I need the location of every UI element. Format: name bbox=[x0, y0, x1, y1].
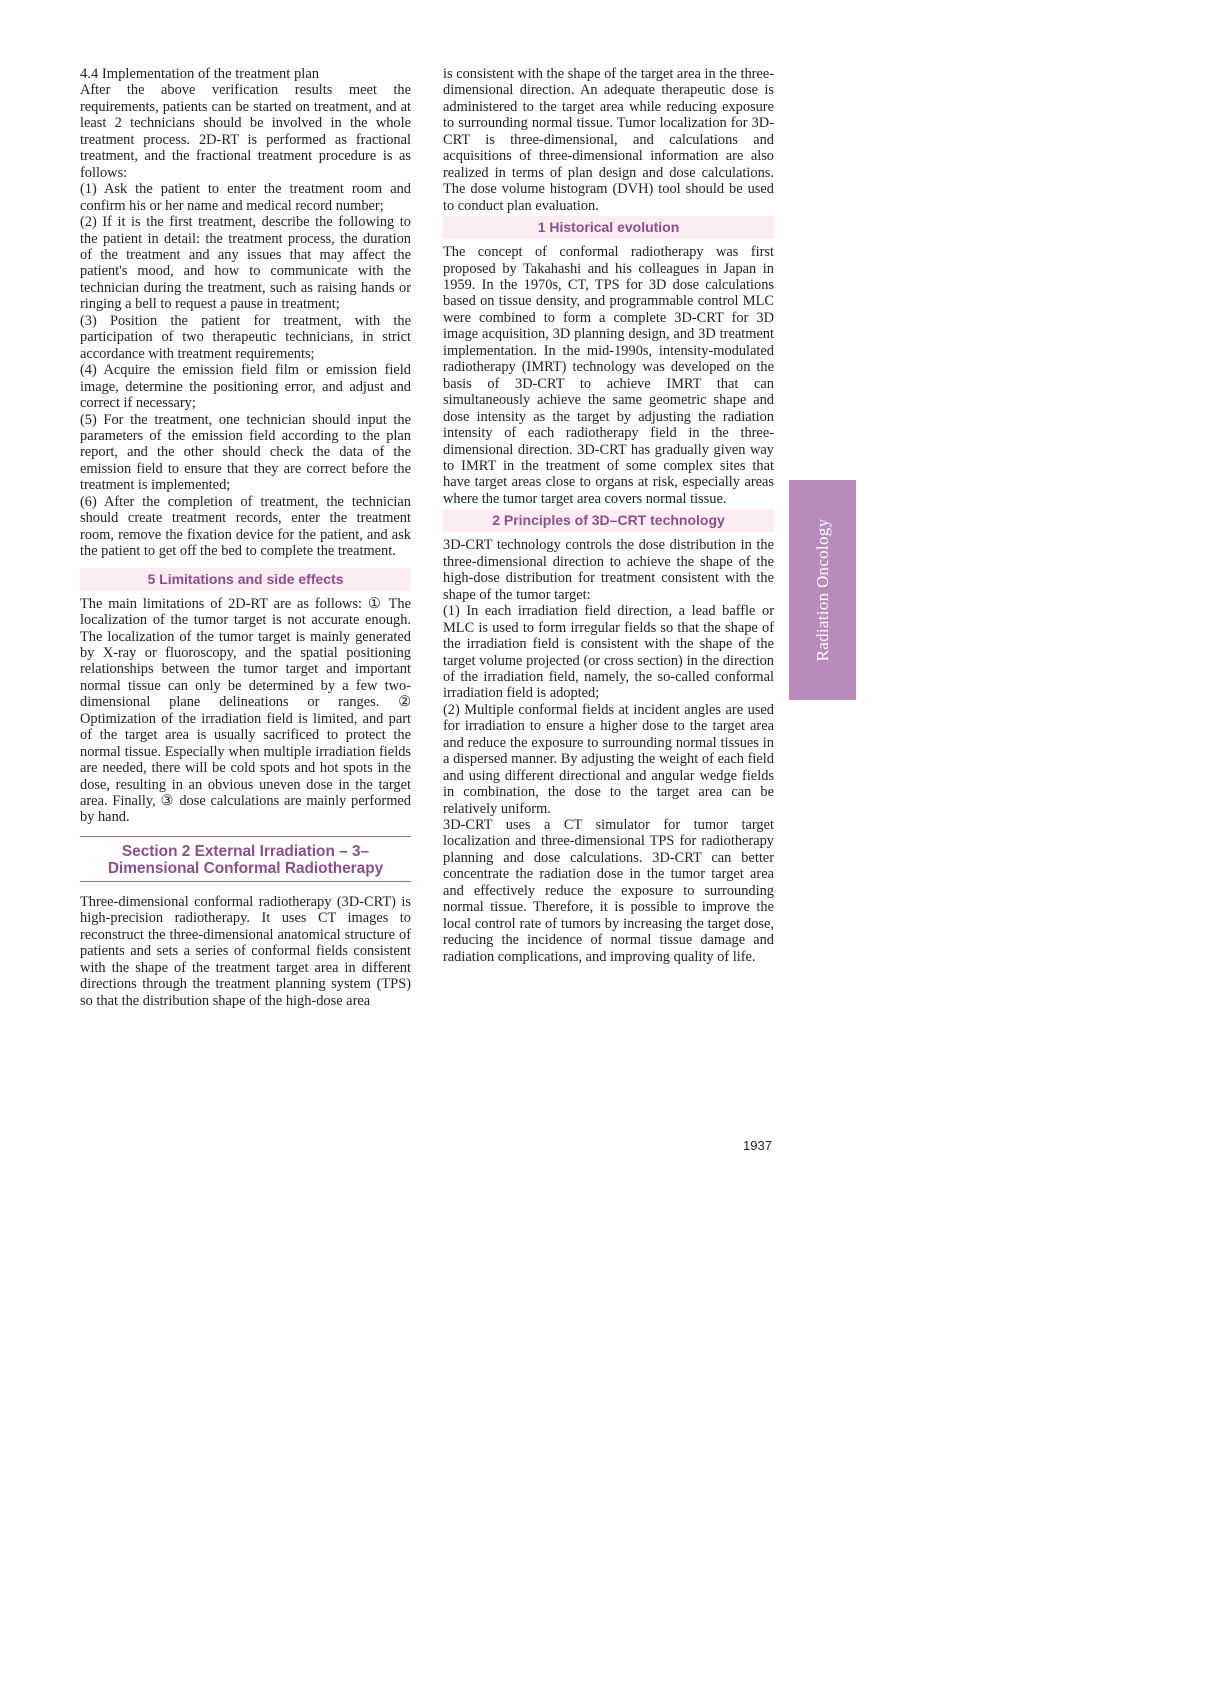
section-heading-historical-evolution: 1 Historical evolution bbox=[443, 216, 774, 239]
right-column bbox=[443, 66, 774, 965]
list-item-step-3: (3) Position the patient for treatment, with the participation of two therapeutic technicians, in strict accordance with treatment requirements; bbox=[80, 312, 411, 362]
list-item-step-5: (5) For the treatment, one technician should input the parameters of the emission field according to the plan report, and the other should check the data of the emission field to ensure that they are correct before the treatment is implemented; bbox=[80, 411, 411, 494]
list-item-step-2: (2) If it is the first treatment, describe the following to the patient in detail: the treatment process, the duration of the treatment and any issues that may affect the patient's mood, and how to communicate with the technician during the treatment, such as raising hands or ringing a bell to request a pause in treatment; bbox=[80, 214, 411, 313]
section-2-heading-line-1: Section 2 External Irradiation – 3– bbox=[121, 842, 370, 860]
list-item-principle-2: (2) Multiple conformal fields at incident angles are used for irradiation to ensure a higher dose to the target area and reduce the exposure to surrounding normal tissues in a dispersed manner. By adjusting the weight of each field and using different directional and angular wedge fields in combination, the dose to the target area can be relatively uniform. bbox=[443, 701, 774, 817]
paragraph-continuation: is consistent with the shape of the target area in the three-dimensional direction. An adequate therapeutic dose is administered to the target area while reducing exposure to surrounding normal tissue. Tumor localization for 3D-CRT is three-dimensional, and calculations and acquisitions of three-dimensional information are also realized in terms of plan design and dose calculations. The dose volume histogram (DVH) tool should be used to conduct plan evaluation. bbox=[443, 66, 775, 214]
left-column bbox=[80, 66, 411, 1009]
paragraph-3d-crt-intro: Three-dimensional conformal radiotherapy (3D-CRT) is high-precision radiotherapy. It uses CT images to reconstruct the three-dimensional anatomical structure of patients and sets a series of conformal fields consistent with the shape of the treatment target area in different directions through the treatment planning system (TPS) so that the distribution shape of the high-dose area bbox=[80, 893, 411, 1009]
section-2-heading-line-2: Dimensional Conformal Radiotherapy bbox=[107, 859, 384, 877]
paragraph-intro: After the above verification results meet the requirements, patients can be started on treatment, and at least 2 technicians should be involved in the whole treatment process. 2D-RT is performed as fractional treatment, and the fractional treatment procedure is as follows: bbox=[80, 82, 411, 181]
subheading-4-4: 4.4 Implementation of the treatment plan bbox=[80, 66, 320, 82]
paragraph-principles-intro: 3D-CRT technology controls the dose distribution in the three-dimensional direction to achieve the shape of the high-dose distribution for treatment consistent with the shape of the tumor target: bbox=[443, 537, 774, 603]
paragraph-limitations: The main limitations of 2D-RT are as follows: ① The localization of the tumor target is not accurate enough. The localization of the tumor target is mainly generated by X-ray or fluoroscopy, and the spatial positioning relationships between the tumor target and important normal tissue can only be determined by a few two-dimensional plane delineations or ranges. ② Optimization of the irradiation field is limited, and part of the target area is usually sacrificed to protect the normal tissue. Especially when multiple irradiation fields are needed, there will be cold spots and hot spots in the dose, resulting in an obvious uneven dose in the target area. Finally, ③ dose calculations are mainly performed by hand. bbox=[80, 595, 411, 826]
section-heading-principles: 2 Principles of 3D–CRT technology bbox=[443, 509, 774, 532]
section-2-heading bbox=[80, 836, 411, 882]
list-item-principle-1: (1) In each irradiation field direction, a lead baffle or MLC is used to form irregular fields so that the shape of the irradiation field is consistent with the shape of the target volume projected (or cross section) in the direction of the irradiation field, namely, the so-called conformal irradiation field is adopted; bbox=[443, 603, 774, 702]
side-tab bbox=[789, 480, 856, 700]
paragraph-historical-evolution: The concept of conformal radiotherapy was first proposed by Takahashi and his colleagues in Japan in 1959. In the 1970s, CT, TPS for 3D dose calculations based on tissue density, and programmable control MLC were combined to form a complete 3D-CRT for 3D image acquisition, 3D planning design, and 3D treatment implementation. In the mid-1990s, intensity-modulated radiotherapy (IMRT) technology was developed on the basis of 3D-CRT to achieve IMRT that can simultaneously achieve the same geometric shape and dose intensity as the target by adjusting the radiation intensity of each radiotherapy field in the three-dimensional direction. 3D-CRT has gradually given way to IMRT in the treatment of some complex sites that have target areas close to organs at risk, especially areas where the tumor target area covers normal tissue. bbox=[443, 244, 774, 507]
side-tab-label: Radiation Oncology bbox=[812, 518, 832, 662]
list-item-step-6: (6) After the completion of treatment, the technician should create treatment records, enter the treatment room, remove the fixation device for the patient, and ask the patient to get off the bed to complete the treatment. bbox=[80, 493, 411, 560]
paragraph-ct-simulator: 3D-CRT uses a CT simulator for tumor target localization and three-dimensional TPS for radiotherapy planning and dose calculations. 3D-CRT can better concentrate the radiation dose in the tumor target area and effectively reduce the exposure to surrounding normal tissue. Therefore, it is possible to improve the local control rate of tumors by increasing the target dose, reducing the incidence of normal tissue damage and radiation complications, and improving quality of life. bbox=[443, 817, 774, 965]
section-heading-limitations: 5 Limitations and side effects bbox=[80, 568, 411, 591]
list-item-step-4: (4) Acquire the emission field film or emission field image, determine the positioning error, and adjust and correct if necessary; bbox=[80, 362, 411, 412]
list-item-step-1: (1) Ask the patient to enter the treatment room and confirm his or her name and medical record number; bbox=[80, 181, 411, 214]
page-number: 1937 bbox=[743, 1138, 772, 1153]
